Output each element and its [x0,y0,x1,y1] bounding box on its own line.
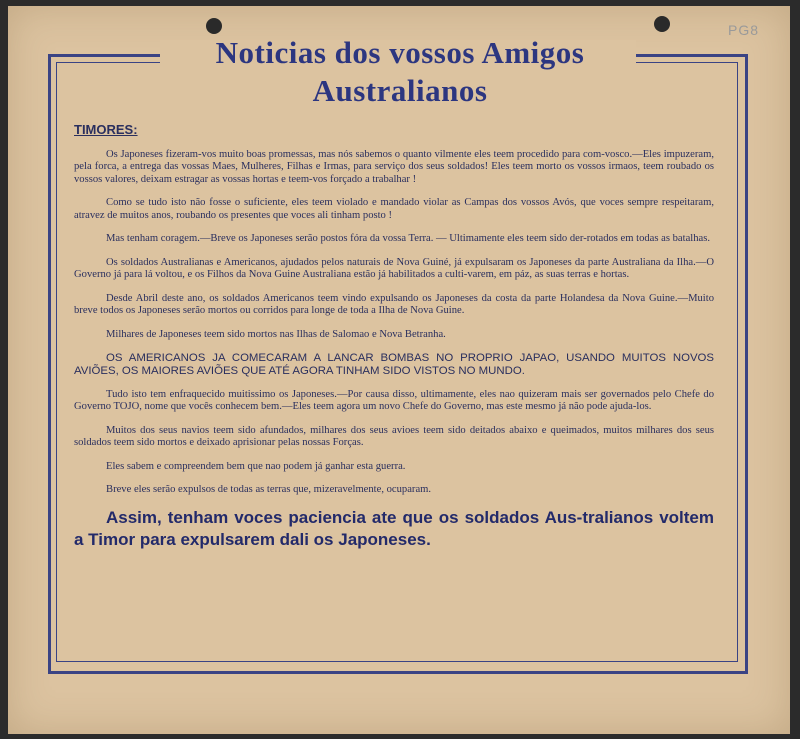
paragraph: Eles sabem e compreendem bem que nao podem já ganhar esta guerra. [106,460,406,472]
closing-statement: Assim, tenham voces paciencia ate que os soldados Aus-tralianos voltem a Timor para expulsarem dali os Japoneses. [74,508,714,550]
caps-paragraph: OS AMERICANOS JA COMECARAM A LANCAR BOMBAS NO PROPRIO JAPAO, USANDO MUITOS NOVOS AVIÕES, OS MAIORES AVIÕES QUE ATÉ AGORA TINHAM SIDO VISTOS NO MUNDO. [74,351,714,377]
paragraph: Mas tenham coragem.—Breve os Japoneses serão postos fóra da vossa Terra. — Ultimamente eles teem sido der-rotados em todas as batalhas. [106,233,710,245]
punch-hole [654,16,670,32]
paragraph: Os soldados Australianas e Americanos, ajudados pelos naturais de Nova Guiné, já expulsaram os Japoneses da parte Australiana da Ilha.—O Governo já para lá voltou, e os Filhos da Nova Guine Australiana estão já habilitados a culti-varem, em páz, as suas terras e hortas. [74,256,714,281]
paragraph: Desde Abril deste ano, os soldados Americanos teem vindo expulsando os Japoneses da costa da parte Holandesa da Nova Guine.—Muito breve todos os Japoneses serão mortos ou corridos para longe de toda a Ilha de Nova Guine. [74,292,714,317]
paragraph: Muitos dos seus navios teem sido afundados, milhares dos seus avioes teem sido deitados abaixo e queimados, muitos milhares dos seus soldados teem sido mortos e deixado aprisionar pelas nossas Forças. [74,424,714,449]
paragraph: Milhares de Japoneses teem sido mortos nas Ilhas de Salomao e Nova Betranha. [106,328,446,340]
title-line-1: Noticias dos vossos Amigos [215,35,585,70]
paragraph: Os Japoneses fizeram-vos muito boas promessas, mas nós sabemos o quanto vilmente eles teem procedido para com-vosco.—Eles impuzeram, pela forca, a entrega das vossas Maes, Mulheres, Filhas e Irmas, para serviço dos seus soldados! Eles teem morto os vossos irmaos, teem roubado os vossos valores, deixam estragar as vossas hortas e teem-vos forçado a trabalhar ! [74,148,714,185]
pencil-annotation: PG8 [728,22,760,38]
punch-hole [206,18,222,34]
title-line-2: Australianos [312,73,488,108]
leaflet-body [74,124,714,568]
paragraph: Breve eles serão expulsos de todas as terras que, mizeravelmente, ocuparam. [106,484,432,496]
section-heading: TIMORES: [74,122,138,137]
paragraph: Como se tudo isto não fosse o suficiente, eles teem violado e mandado violar as Campas dos vossos Avós, que voces sempre respeitaram, atravez de muitos anos, roubando os presentes que voces ali tinham posto ! [74,197,714,221]
page-title [120,34,680,110]
paragraph: Tudo isto tem enfraquecido muitissimo os Japoneses.—Por causa disso, ultimamente, eles nao quizeram mais ser governados pelo Chefe do Governo TOJO, nome que vocês conhecem bem.—Eles teem agora um novo Chefe do Governo, mas este mesmo já não pode ajuda-los. [74,388,714,413]
